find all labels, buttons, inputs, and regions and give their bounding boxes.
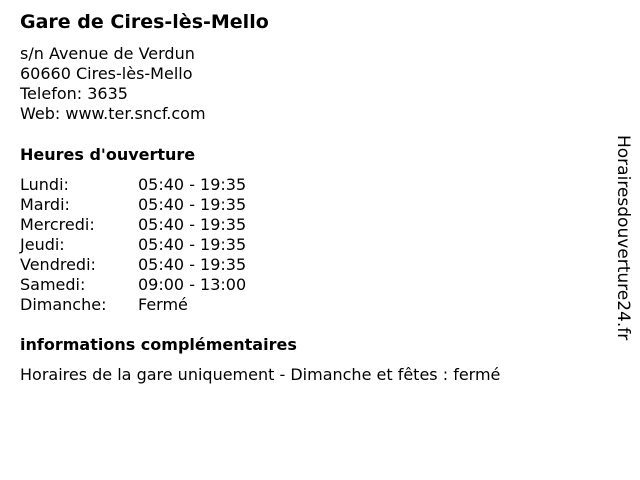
- website: Web: www.ter.sncf.com: [20, 104, 206, 123]
- hours-value: 05:40 - 19:35: [138, 255, 247, 274]
- opening-hours-table: [20, 175, 246, 315]
- watermark-text: Horairesdouverture24.fr: [613, 135, 633, 341]
- additional-info-text: Horaires de la gare uniquement - Dimanche et fêtes : fermé: [20, 365, 501, 384]
- hours-value: 05:40 - 19:35: [138, 175, 247, 194]
- day-label: Jeudi:: [20, 235, 65, 254]
- day-label: Lundi:: [20, 175, 69, 194]
- hours-row-monday: [20, 175, 246, 195]
- additional-info-heading: informations complémentaires: [20, 335, 297, 354]
- day-label: Mardi:: [20, 195, 70, 214]
- day-label: Samedi:: [20, 275, 86, 294]
- hours-row-saturday: [20, 275, 246, 295]
- day-label: Dimanche:: [20, 295, 107, 314]
- station-title: Gare de Cires-lès-Mello: [20, 11, 269, 33]
- city-postal-code: 60660 Cires-lès-Mello: [20, 64, 193, 83]
- hours-row-tuesday: [20, 195, 246, 215]
- opening-hours-heading: Heures d'ouverture: [20, 145, 196, 164]
- hours-value: 05:40 - 19:35: [138, 235, 247, 254]
- hours-value: 09:00 - 13:00: [138, 275, 247, 294]
- site-watermark: [611, 135, 635, 345]
- hours-row-wednesday: [20, 215, 246, 235]
- hours-value: 05:40 - 19:35: [138, 215, 247, 234]
- day-label: Vendredi:: [20, 255, 96, 274]
- hours-row-thursday: [20, 235, 246, 255]
- hours-row-sunday: [20, 295, 246, 315]
- street-address: s/n Avenue de Verdun: [20, 44, 195, 63]
- hours-row-friday: [20, 255, 246, 275]
- phone-number: Telefon: 3635: [20, 84, 128, 103]
- address-block: [20, 44, 206, 124]
- hours-value: Fermé: [138, 295, 188, 314]
- hours-value: 05:40 - 19:35: [138, 195, 247, 214]
- day-label: Mercredi:: [20, 215, 95, 234]
